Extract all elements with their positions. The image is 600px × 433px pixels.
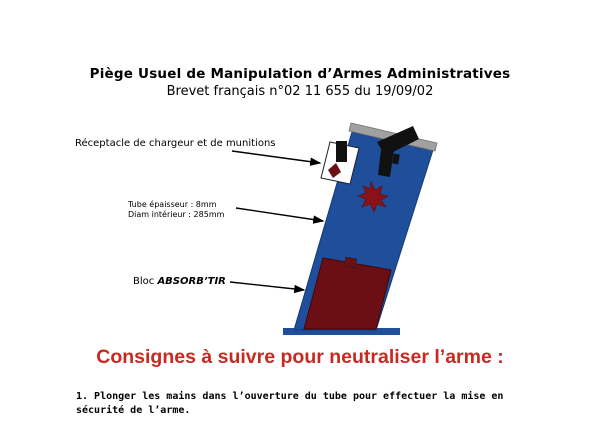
- tube-diameter-label: Diam intérieur : 285mm: [128, 210, 225, 219]
- bloc-prefix: Bloc: [133, 276, 158, 287]
- block-handle: [344, 257, 356, 268]
- tube-spec-label: [128, 200, 224, 220]
- receptacle-label: Réceptacle de chargeur et de munitions: [75, 138, 276, 149]
- bloc-label: [133, 276, 226, 287]
- arrow-bloc: [230, 282, 304, 290]
- diagram-title: Piège Usuel de Manipulation d’Armes Administratives: [89, 66, 511, 82]
- instruction-step-1: 1. Plonger les mains dans l’ouverture du tube pour effectuer la mise en sécurité de l’arme.: [76, 391, 504, 416]
- bloc-name: ABSORB’TIR: [157, 276, 226, 287]
- magazine-icon: [336, 141, 347, 162]
- patent-reference: Brevet français n°02 11 655 du 19/09/02: [166, 84, 434, 99]
- tube-thickness-label: Tube épaisseur : 8mm: [128, 200, 217, 209]
- instructions-heading: Consignes à suivre pour neutraliser l’arme :: [96, 346, 504, 368]
- arrow-receptacle: [232, 151, 320, 163]
- arrow-tube: [236, 208, 323, 221]
